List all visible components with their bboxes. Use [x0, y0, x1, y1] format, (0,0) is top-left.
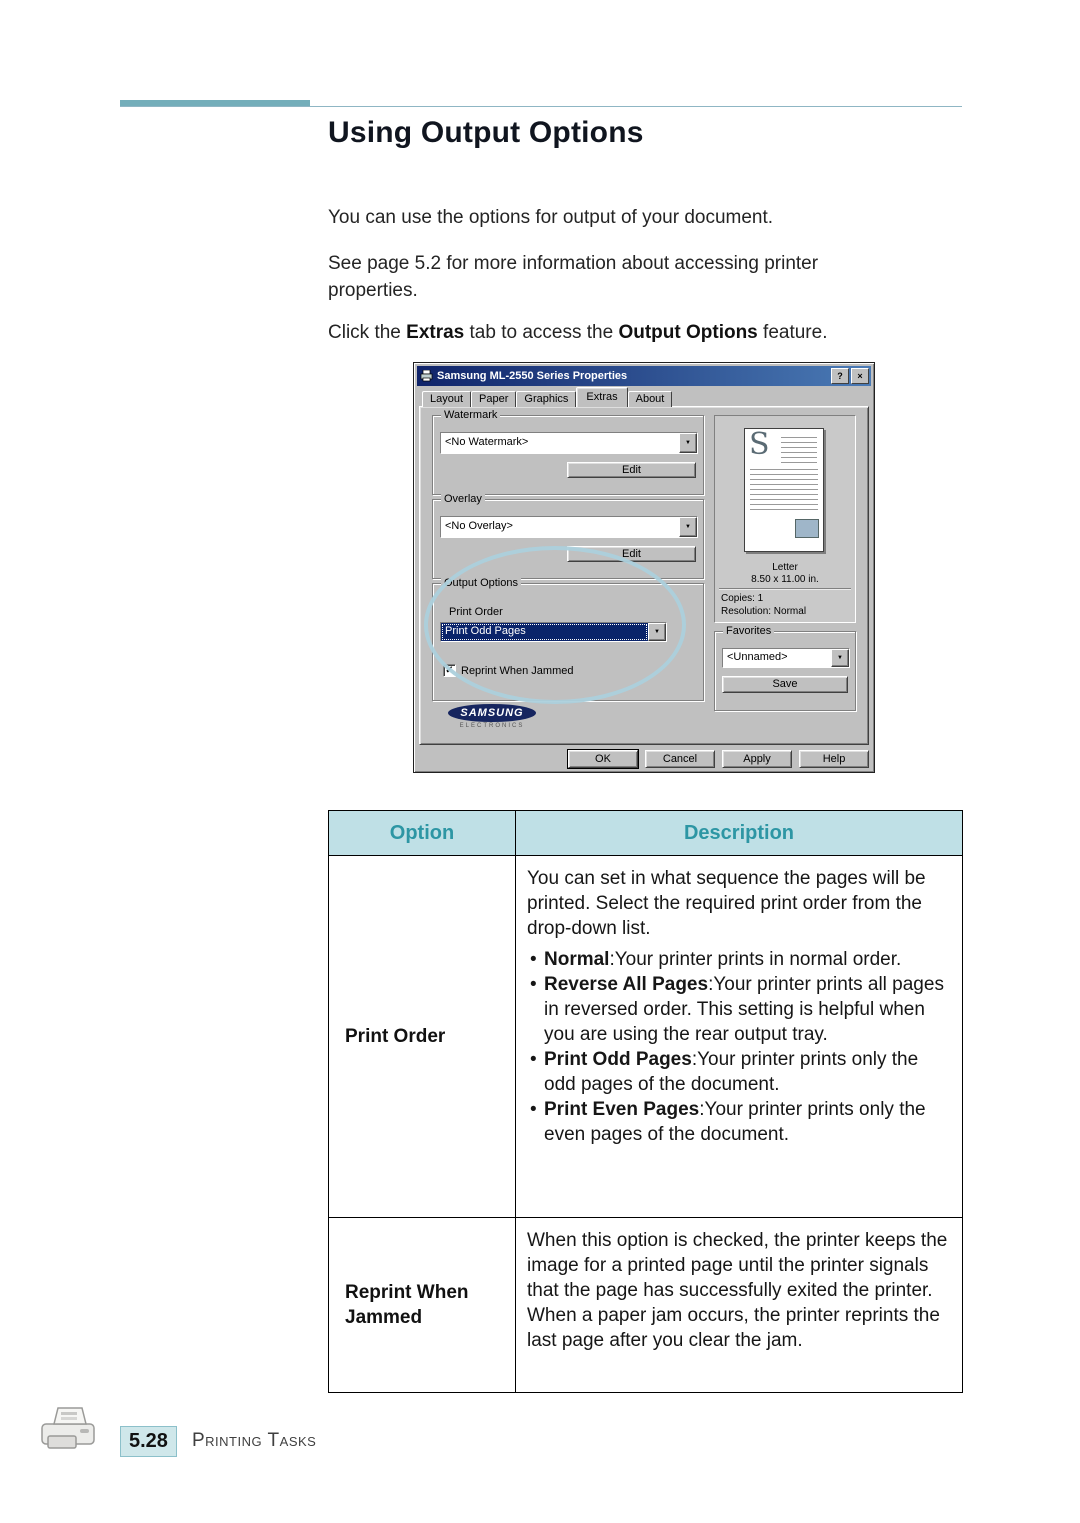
bullet-term: Normal: [544, 949, 610, 970]
apply-button[interactable]: Apply: [722, 750, 792, 768]
tab-extras[interactable]: Extras: [576, 387, 627, 407]
bullet-item: [527, 947, 950, 972]
reprint-when-jammed-checkbox[interactable]: [443, 664, 574, 677]
watermark-dropdown[interactable]: [440, 432, 698, 454]
watermark-group: [432, 409, 704, 495]
dialog-titlebar[interactable]: [417, 366, 871, 386]
page-title: Using Output Options: [328, 116, 644, 149]
preview-paper-size: 8.50 x 11.00 in.: [751, 574, 819, 585]
reprint-when-jammed-label: Reprint When Jammed: [461, 664, 574, 677]
help-icon[interactable]: ?: [831, 368, 849, 384]
samsung-logo: [442, 704, 542, 729]
print-order-dropdown[interactable]: [440, 622, 667, 642]
samsung-logo-text: SAMSUNG: [448, 704, 536, 722]
favorites-group-label: Favorites: [723, 625, 774, 638]
save-button[interactable]: Save: [722, 676, 848, 693]
watermark-group-label: Watermark: [441, 409, 500, 422]
preview-text-lines: [750, 469, 818, 513]
preview-text-lines: [781, 437, 817, 463]
printer-illustration-icon: [36, 1396, 100, 1465]
description-intro: When this option is checked, the printer keeps the image for a printed page until the printer signals that the page has successfully exited the printer. When a paper jam occurs, the printer reprints the last page after you clear the jam.: [527, 1230, 948, 1351]
bullet-text: :Your printer prints in normal order.: [609, 949, 902, 970]
checkbox-box[interactable]: [443, 664, 456, 677]
bullet-text: :Your printer prints all pages in reversed order. This setting is helpful when you are using the rear output tray.: [544, 974, 944, 1045]
header-rule: [120, 106, 962, 107]
extras-tab-panel: [419, 406, 869, 745]
tab-layout[interactable]: Layout: [422, 391, 471, 407]
text-segment: Click the: [328, 322, 407, 343]
watermark-dropdown-value: <No Watermark>: [441, 433, 679, 453]
preview-resolution: Resolution: Normal: [721, 606, 807, 617]
dialog-button-row: [568, 750, 869, 768]
tab-about[interactable]: About: [628, 391, 673, 407]
output-options-group-label: Output Options: [441, 577, 521, 590]
favorites-dropdown-value: <Unnamed>: [723, 649, 831, 667]
output-options-group: [432, 577, 704, 701]
print-order-bullet-list: [527, 947, 950, 1147]
tab-graphics[interactable]: Graphics: [516, 391, 576, 407]
table-row: [329, 1218, 963, 1393]
samsung-electronics-text: ELECTRONICS: [459, 723, 525, 729]
text-segment: tab to access the: [464, 322, 619, 343]
bullet-item: [527, 1097, 950, 1147]
bullet-text: :Your printer prints only the odd pages of the document.: [544, 1049, 919, 1095]
tab-paper[interactable]: Paper: [471, 391, 516, 407]
bullet-item: [527, 1047, 950, 1097]
print-order-dropdown-value: Print Odd Pages: [441, 623, 648, 641]
bullet-text: :Your printer prints only the even pages of the document.: [544, 1099, 926, 1145]
favorites-dropdown[interactable]: [722, 648, 850, 668]
chevron-down-icon[interactable]: ▼: [679, 517, 697, 537]
print-preview-panel: [714, 415, 856, 623]
bullet-term: Print Even Pages: [544, 1099, 700, 1120]
table-header-row: [329, 811, 963, 856]
preview-drop-cap: S: [749, 427, 770, 462]
intro-paragraph-3: [328, 319, 968, 346]
preview-image-block: [795, 519, 819, 538]
chevron-down-icon[interactable]: ▼: [648, 623, 666, 641]
output-options-keyword: Output Options: [618, 322, 758, 343]
printer-icon: [419, 369, 434, 383]
preview-copies: Copies: 1: [721, 593, 764, 604]
table-row: [329, 856, 963, 1218]
dialog-title: Samsung ML-2550 Series Properties: [437, 370, 628, 382]
page-number-badge: 5.28: [120, 1426, 177, 1457]
printer-properties-dialog: [413, 362, 875, 773]
preview-paper-name: Letter: [772, 562, 798, 573]
overlay-group-label: Overlay: [441, 493, 485, 506]
overlay-edit-button[interactable]: Edit: [567, 546, 696, 562]
intro-paragraph-1: You can use the options for output of your document.: [328, 207, 774, 228]
bullet-term: Print Odd Pages: [544, 1049, 692, 1070]
watermark-edit-button[interactable]: Edit: [567, 462, 696, 478]
extras-keyword: Extras: [406, 322, 465, 343]
options-table: [328, 810, 963, 1393]
option-column-header: Option: [329, 811, 516, 856]
overlay-group: [432, 493, 704, 579]
option-cell-print-order: Print Order: [329, 856, 516, 1218]
intro-paragraph-2: See page 5.2 for more information about accessing printer properties.: [328, 253, 819, 301]
bullet-term: Reverse All Pages: [544, 974, 709, 995]
print-order-label: Print Order: [449, 606, 503, 618]
chevron-down-icon[interactable]: ▼: [831, 649, 849, 667]
bullet-item: [527, 972, 950, 1047]
option-cell-reprint-when-jammed: Reprint When Jammed: [329, 1218, 516, 1393]
cancel-button[interactable]: Cancel: [645, 750, 715, 768]
description-cell-print-order: [516, 856, 963, 1218]
preview-page-image: [744, 428, 824, 552]
description-intro: You can set in what sequence the pages will be printed. Select the required print order from the drop-down list.: [527, 868, 926, 939]
dialog-tab-strip: [422, 390, 672, 407]
description-column-header: Description: [516, 811, 963, 856]
checkmark-icon: ✓: [445, 664, 454, 676]
description-cell-reprint-when-jammed: [516, 1218, 963, 1393]
help-button[interactable]: Help: [799, 750, 869, 768]
section-title: Printing Tasks: [192, 1430, 317, 1451]
options-table-wrap: [328, 810, 963, 1393]
preview-divider: [719, 588, 851, 590]
close-icon[interactable]: ×: [851, 368, 869, 384]
ok-button[interactable]: OK: [568, 750, 638, 768]
overlay-dropdown[interactable]: [440, 516, 698, 538]
favorites-group: [714, 625, 856, 711]
text-segment: feature.: [757, 322, 828, 343]
overlay-dropdown-value: <No Overlay>: [441, 517, 679, 537]
chevron-down-icon[interactable]: ▼: [679, 433, 697, 453]
